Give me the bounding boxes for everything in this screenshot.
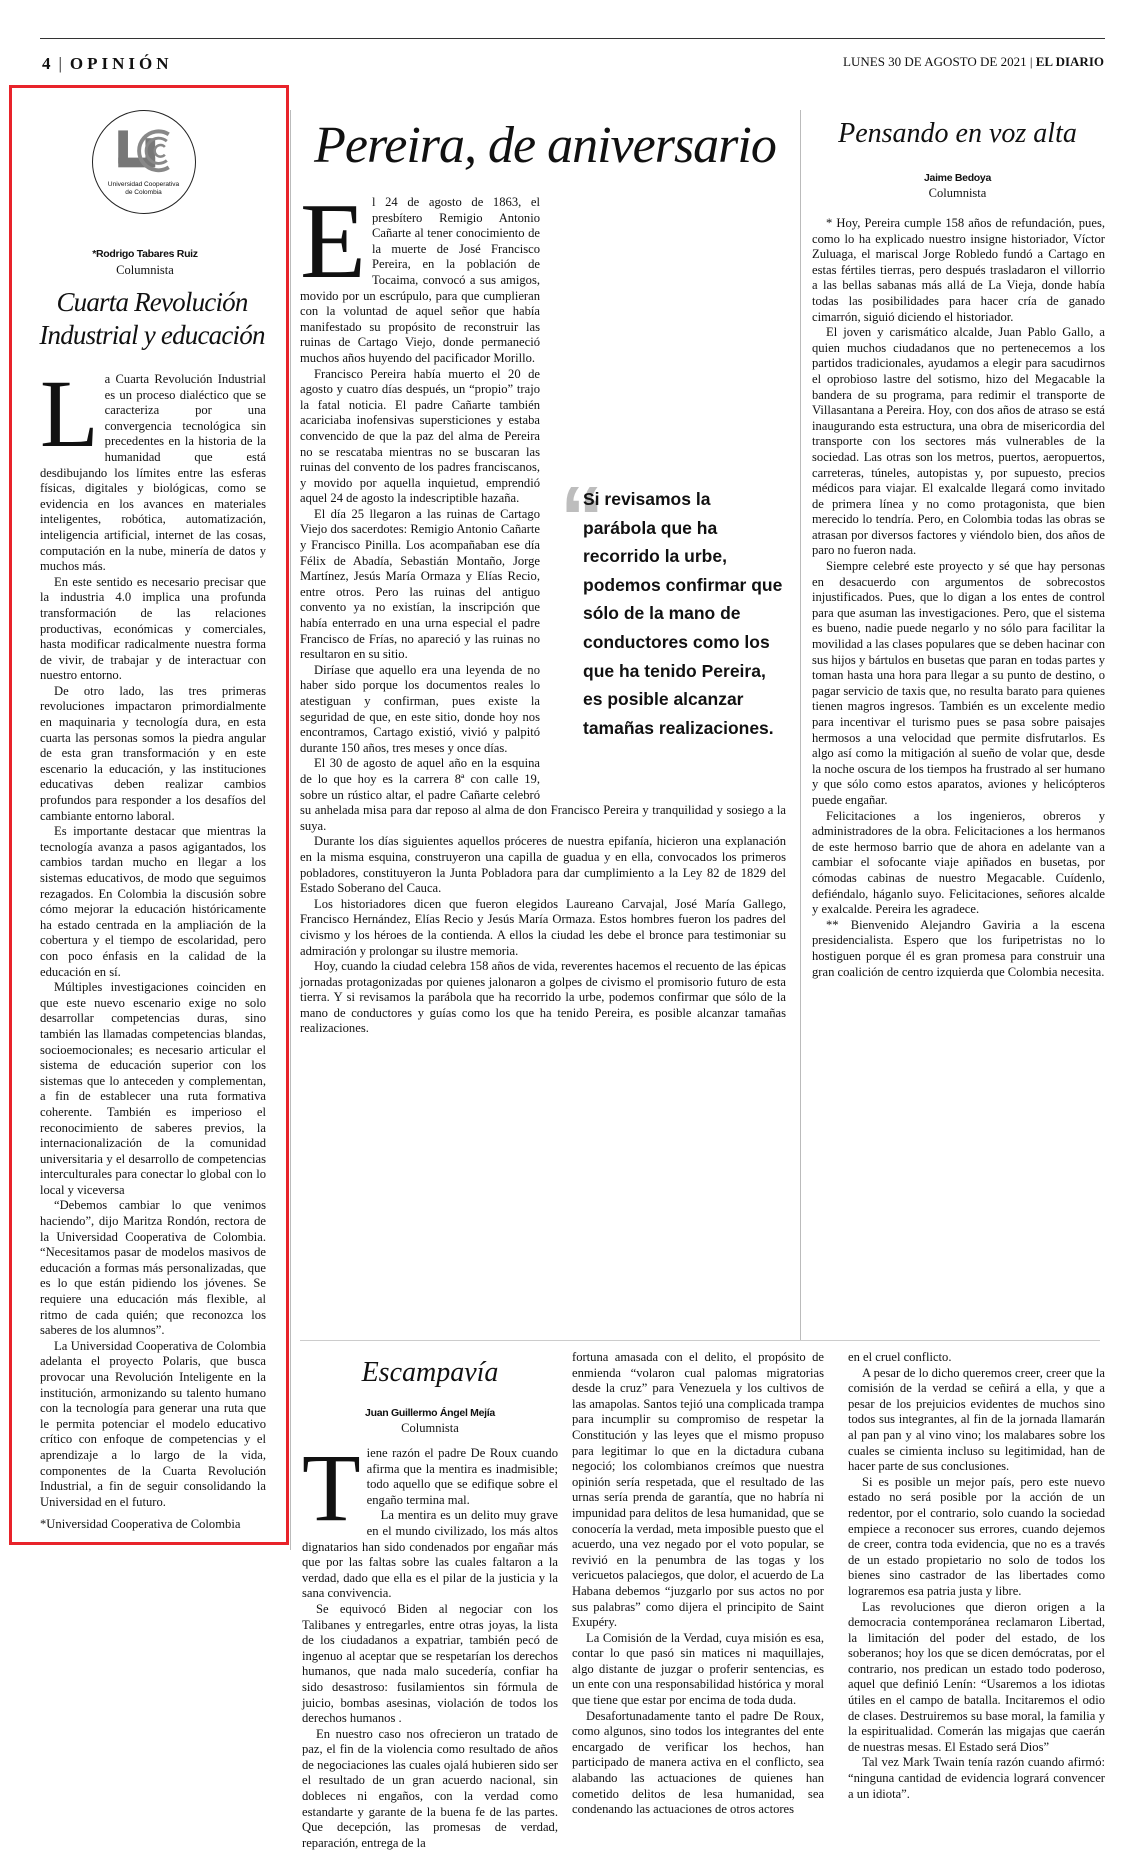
left-author: *Rodrigo Tabares Ruiz: [92, 248, 198, 260]
main-paragraph: Diríase que aquello era una leyenda de no haber sido porque los documentos reales lo atestiguan y confirman, pues existe la seguridad de que, en este sitio, donde hoy nos encontramos, Cartago existió, vivió y palpitó durante 150 años, tres meses y once días.: [300, 662, 540, 755]
bottom-col1: [302, 1434, 558, 1850]
newspaper-name: EL DIARIO: [1035, 54, 1104, 69]
column-divider: [290, 110, 291, 1550]
right-article-body: [812, 216, 1105, 1332]
right-paragraph: El joven y carismático alcalde, Juan Pablo Gallo, a quien muchos ciudadanos que no pertenecemos a los partidos tradicionales, ayudamos a elegir para sacudirnos el oprobioso lastre del sotismo, hizo del Megacable la bandera de su programa, para redimir el transporte de Villasantana a Pereira. Hoy, con dos años de atraso se está inaugurando esta estructura, una obra de misericordia del transporte con los sectores más vulnerables de la sociedad. Las otras son los metros, puertos, aeropuertos, carreteras, túneles, autopistas y, por supuesto, precios médicos para viajar. El exalcalde llegará como invitado de primera línea y no como protagonista, que bien merecido lo tendría. Pero, en Colombia todas las obras se atrasan por diversos factores y viéndolo bien, dos años de paro no fueron nada.: [812, 325, 1105, 558]
left-paragraph: “Debemos cambiar lo que venimos haciendo”, dijo Maritza Rondón, rectora de la Universidad Cooperativa de Colombia. “Necesitamos pasar de modelos masivos de educación a formas más personalizadas, que es lo que están pidiendo los jóvenes. Se requiere una educación más flexible, al ritmo de cada quién; que reconozca los saberes de los alumnos”.: [40, 1198, 266, 1338]
bottom-paragraph: en el cruel conflicto.: [848, 1350, 952, 1364]
bottom-paragraph: iene razón el padre De Roux cuando afirma que la mentira es inadmisible; todo aquello que se edifique sobre el engaño termina mal.: [366, 1446, 558, 1507]
main-paragraph: El 30 de agosto de aquel año en la esquina de lo que hoy es la carrera 8ª con calle 19, sobre un rústico altar, el padre Cañarte celebró su anhelada misa para dar reposo al alma de don Francisco Pereira y tranquilidad y sosiego a la suya.: [300, 756, 786, 833]
pull-quote: Si revisamos la parábola que ha recorrido la urbe, podemos confirmar que sólo de la mano de conductores como los que ha tenido Pereira, es posible alcanzar tamañas realizaciones.: [583, 489, 783, 738]
bottom-paragraph: Las revoluciones que dieron origen a la democracia contemporánea reclamaron Libertad, la limitación del poder del estado, de los soberanos; hoy los que se dicen demócratas, por el contrario, nos predican un estado todo poderoso, aquel que definió Lenín: “Usaremos a los idiotas útiles en el campo de batalla. Incitaremos el odio de clases. Destruiremos su base moral, la familia y la espiritualidad. Comerán las migajas que caerán de nuestras mesas. El Estado será Dios”: [848, 1599, 1105, 1754]
bottom-role: Columnista: [401, 1421, 459, 1435]
left-role: Columnista: [116, 263, 174, 277]
page-section-label: [42, 54, 173, 74]
section-divider: [300, 1340, 1100, 1341]
right-paragraph: ** Bienvenido Alejandro Gaviria a la escena presidencialista. Espero que los furipetristas no lo hostiguen porque él es gran promesa para construir una gran coalición de centro izquierda que Colombia necesita.: [812, 917, 1105, 979]
left-paragraph: Múltiples investigaciones coinciden en que este nuevo escenario exige no solo desarrollar competencias duras, sino también las llamadas competencias blandas, socioemocionales; es necesario articular el sistema de educación superior con los sistemas que lo anteceden y complementan, a fin de establecer una ruta formativa coherente. También es imperioso el reconocimiento de saberes previos, la internacionalización de la comunidad universitaria y el desarrollo de competencias interculturales para conectar lo global con lo local y viceversa: [40, 980, 266, 1197]
main-paragraph: Hoy, cuando la ciudad celebra 158 años de vida, reverentes hacemos el recuento de las épicas jornadas protagonizadas por quienes jalonaron a golpes de civismo el promisorio futuro de esta tierra. Y si revisamos la parábola que ha recorrido la urbe, podemos confirmar que sólo de la mano de conductores y guías como los que ha tenido Pereira, es posible alcanzar tamañas realizaciones.: [300, 959, 786, 1036]
bottom-author: Juan Guillermo Ángel Mejía: [365, 1407, 495, 1419]
bottom-paragraph: La Comisión de la Verdad, cuya misión es esa, contar lo que pasó sin matices ni maquillajes, algo distante de juzgar o proferir sentencias, es un ente con una responsabilidad histórica y moral que tiene que estar por encima de toda duda.: [572, 1630, 824, 1708]
bottom-col2: [572, 1350, 824, 1817]
bottom-paragraph: En nuestro caso nos ofrecieron un tratado de paz, el fin de la violencia como resultado de años de negociaciones las cuales ojalá hubieren sido ser el resultado de un gran acuerdo nacional, sin dobleces ni engaños, con la verdad como estandarte y garante de la buena fe de las partes. Que decepción, las promesas de verdad, reparación, entrega de la: [302, 1726, 558, 1850]
quote-mark-icon: “: [560, 468, 604, 567]
right-paragraph: Siempre celebré este proyecto y sé que hay personas en desacuerdo con argumentos de sobrecostos injustificados. Pues, que lo digan a los entes de control para que asuman las investigaciones. Pero, que el sistema es bueno, nadie puede negarlo y no sólo para facilitar la movilidad a las clases populares que se deben hacinar con sus hijos y bártulos en busetas que paran en todas partes y toman hasta una hora para llegar a su punto de destino, o pagar servicio de taxis que, no resulta barato para quienes tienen magros ingresos. También es un excelente medio para incentivar el turismo pues se pasa sobre paisajes hermosos a una velocidad que permite disfrutarlos. Es algo así como la mitigación al sueño de volar que, desde la noche oscura de los tiempos ha frustrado al ser humano y que sólo como estos aparatos, aviones y helicópteros puede engañar.: [812, 559, 1105, 807]
page-number: 4: [42, 54, 55, 73]
highlight-frame: [9, 85, 289, 1545]
left-paragraph: Es importante destacar que mientras la tecnología avanza a pasos agigantados, los cambios tardan mucho en llegar a los sistemas educativos, de modo que seguimos rezagados. En Colombia la discusión sobre cómo mejorar la educación históricamente ha estado centrada en la ampliación de la cobertura y el tiempo de escolaridad, pero con poco énfasis en la calidad de la educación en sí.: [40, 824, 266, 979]
bottom-paragraph: fortuna amasada con el delito, el propósito de enmienda “volaron cual palomas migratorias desde la cruz” para Venezuela y los cultivos de las amapolas. Santos tejió una complicada trampa para incumplir su compromiso de respetar la Constitución y las leyes que el mismo propuso para legitimar lo que en la dictadura cubana negoció; los colombianos creímos que nuestra opinión sería respetada, que el resultado de las urnas sería prenda de garantía, que no habría ni impunidad para delitos de lesa humanidad, que se conocería la verdad, meta imposible puesto que el acuerdo, una vez negado por el voto popular, se revivió en la penumbra de las togas y los vericuetos palaciegos, que dolor, el acuerdo de La Habana debemos “juzgarlo por sus actos no por sus palabras” como dijera el principito de Saint Exupéry.: [572, 1350, 824, 1630]
main-paragraph: Los historiadores dicen que fueron elegidos Laureano Carvajal, José María Gallego, Francisco Hernández, Elías Recio y Jesús María Ormaza. Estos hombres fueron los padres del civismo y los héroes de la contienda. A ellos la ciudad les debe el bronce para testimoniar su admiración y prolongar su ilustre memoria.: [300, 896, 786, 958]
bottom-paragraph: A pesar de lo dicho queremos creer, creer que la comisión de la verdad se ceñirá a ella, y que a pesar de los prejuicios evidentes de muchos sino todos sus integrantes, al fin de la jornada llamarán al pan pan y al vino vino; los malabares sobre los cuales se cimienta incluso su legitimidad, han de hacer parte de sus conclusiones.: [848, 1365, 1105, 1474]
main-paragraph: El día 25 llegaron a las ruinas de Cartago Viejo dos sacerdotes: Remigio Antonio Cañarte y Francisco Pinilla. Los acompañaban ese día Félix de Abadía, Sebastián Montaño, Jorge Martínez, Jesús María Ormaza y Elías Recio, entre otros. Pero las ruinas del antiguo convento ya no existían, la inscripción que había enterrado en una urna especial el padre Francisco de Frías, no apareció y las ruinas no resultaron en su sitio.: [300, 506, 540, 662]
left-paragraph: La Universidad Cooperativa de Colombia adelanta el proyecto Polaris, que busca provocar una Revolución Inteligente en la institución, armonizando su talento humano con la tecnología para generar una ruta que le permita potenciar el modelo educativo crítico con enfoque de competencias y el aprendizaje a lo largo de la vida, componentes de la Cuarta Revolución Industrial, a fin de seguir consolidando la Universidad en el futuro.: [40, 1338, 266, 1509]
bottom-headline: Escampavía: [361, 1357, 499, 1388]
bottom-paragraph: Desafortunadamente tanto el padre De Roux, como algunos, sino todos los integrantes del ente encargado de verificar los hechos, han participado de manera activa en el conflicto, sea alabando las actuaciones de quienes han cometido delitos de lesa humanidad, sea condenando las actuaciones de otros actores: [572, 1708, 824, 1817]
main-article-body: [300, 182, 786, 1335]
page-dateline: LUNES 30 DE AGOSTO DE 2021 | EL DIARIO: [843, 54, 1104, 69]
header-separator: |: [58, 54, 66, 73]
right-role: Columnista: [928, 186, 987, 200]
main-paragraph: Francisco Pereira había muerto el 20 de agosto y cuatro días después, un “propio” trajo la fatal noticia. El padre Cañarte también acariciaba inofensivas supersticiones y estaba convencido de que la paz del alma de Pereira no se rescataba mientras no se buscaran las ruinas del convento de los padres franciscanos, y movido por aquella inquietud, emprendió aquel 24 de agosto la indescriptible hazaña.: [300, 366, 540, 506]
main-paragraph: Durante los días siguientes aquellos próceres de nuestra epifanía, hicieron una explanación en la misma esquina, construyeron una capilla de guadua y en ella, convocados los primeros pobladores, constituyeron la Junta Pobladora para dar cumplimiento a la Ley 82 de 1829 del Estado Soberano del Cauca.: [300, 834, 786, 896]
bottom-paragraph: Si es posible un mejor país, pero este nuevo estado no será posible por la acción de un redentor, por el contrario, solo cuando la sociedad empiece a reconocer sus errores, cuando dejemos de creer, contra toda evidencia, que no es a través de un estado propietario no solo de todos los bienes sino castrador de las libertades como lograremos esa patria justa y libre.: [848, 1474, 1105, 1598]
left-paragraph: a Cuarta Revolución Industrial es un proceso dialéctico que se caracteriza por una convergencia tecnológica sin precedentes en la historia de la humanidad que está desdibujando los límites entre las esferas físicas, digitales y biológicas, como se evidencia en los avances en materiales inteligentes, robótica, automatización, inteligencia artificial, internet de las cosas, computación en la nube, minería de datos y muchos más.: [40, 372, 266, 574]
left-paragraph: En este sentido es necesario precisar que la industria 4.0 implica una profunda transformación de las relaciones productivas, económicas y comerciales, hasta modificar radicalmente nuestra forma de vivir, de trabajar y de interactuar con nuestro entorno.: [40, 574, 266, 683]
left-paragraph: De otro lado, las tres primeras revoluciones impactaron primordialmente en maquinaria y tecnología dura, en esta cuarta las personas somos la piedra angular de esta gran transformación y en este escenario la educación, y las instituciones educativas deben realizar cambios profundos para responder a los desafíos del cambiante entorno laboral.: [40, 683, 266, 823]
right-author: Jaime Bedoya: [923, 172, 992, 184]
main-headline: Pereira, de aniversario: [314, 117, 776, 174]
issue-date: LUNES 30 DE AGOSTO DE 2021: [843, 54, 1027, 69]
bottom-paragraph: La mentira es un delito muy grave en el mundo civilizado, los más altos dignatarios han sido condenados por engañar más que por las faltas sobre las cuales faltaron a la verdad, dado que ella es el pilar de la justicia y la sana convivencia.: [302, 1508, 558, 1601]
right-headline: Pensando en voz alta: [838, 118, 1077, 149]
main-drop-cap: E: [300, 182, 366, 301]
header-top-rule: [40, 38, 1105, 39]
bottom-paragraph: Tal vez Mark Twain tenía razón cuando afirmó: “ninguna cantidad de evidencia logrará convencer a un idiota”.: [848, 1755, 1105, 1801]
left-footnote: *Universidad Cooperativa de Colombia: [40, 1517, 241, 1531]
right-paragraph: Felicitaciones a los ingenieros, obreros y administradores de la obra. Felicitaciones a los hermanos de este hermoso barrio que de ahora en adelante van a cambiar el sofocante viaje apiñados en busetas, por cómodas cabinas de nuestro Megacable. Cuídenlo, defiéndalo, háganlo suyo. Felicitaciones, señores alcalde y exalcalde. Pereira les agradece.: [812, 808, 1105, 917]
bottom-paragraph: Se equivocó Biden al negociar con los Talibanes y entregarles, entre otras joyas, la lista de los ciudadanos a expatriar, también pecó de ingenuo al aceptar que se respetarían los derechos humanos, que nada malo sucedería, confiar ha sido desastroso: fusilamientos sin fórmula de juicio, bombas asesinas, violación de todos los derechos humanos .: [302, 1601, 558, 1726]
bottom-col3: [848, 1350, 1105, 1801]
section-name: OPINIÓN: [69, 54, 173, 73]
logo-caption: Universidad Cooperativa de Colombia: [107, 181, 180, 196]
main-paragraph: l 24 de agosto de 1863, el presbítero Remigio Antonio Cañarte al tener conocimiento de la muerte de José Francisco Pereira, en la población de Tocaima, convocó a sus amigos, movido por un escrúpulo, para que cumplieran con la voluntad de aquel señor que había manifestado su propósito de reconstruir las ruinas de Cartago Viejo, donde permaneció muchos años huyendo del pacificador Morillo.: [300, 195, 540, 365]
left-headline: Cuarta Revolución Industrial y educación: [39, 287, 265, 350]
left-drop-cap: L: [40, 360, 99, 467]
bottom-drop-cap: T: [302, 1434, 361, 1541]
column-divider: [800, 110, 801, 1340]
right-paragraph: * Hoy, Pereira cumple 158 años de refundación, pues, como lo ha explicado nuestro insigne historiador, Víctor Zuluaga, el mariscal Jorge Robledo fundó a Cartago en estas fértiles tierras, pero después trasladaron el villorrio a las bellas sabanas más allá de La Vieja, donde había todas las posibilidades para hacer cría de ganado cimarrón, siguió diciendo el historiador.: [812, 216, 1105, 324]
